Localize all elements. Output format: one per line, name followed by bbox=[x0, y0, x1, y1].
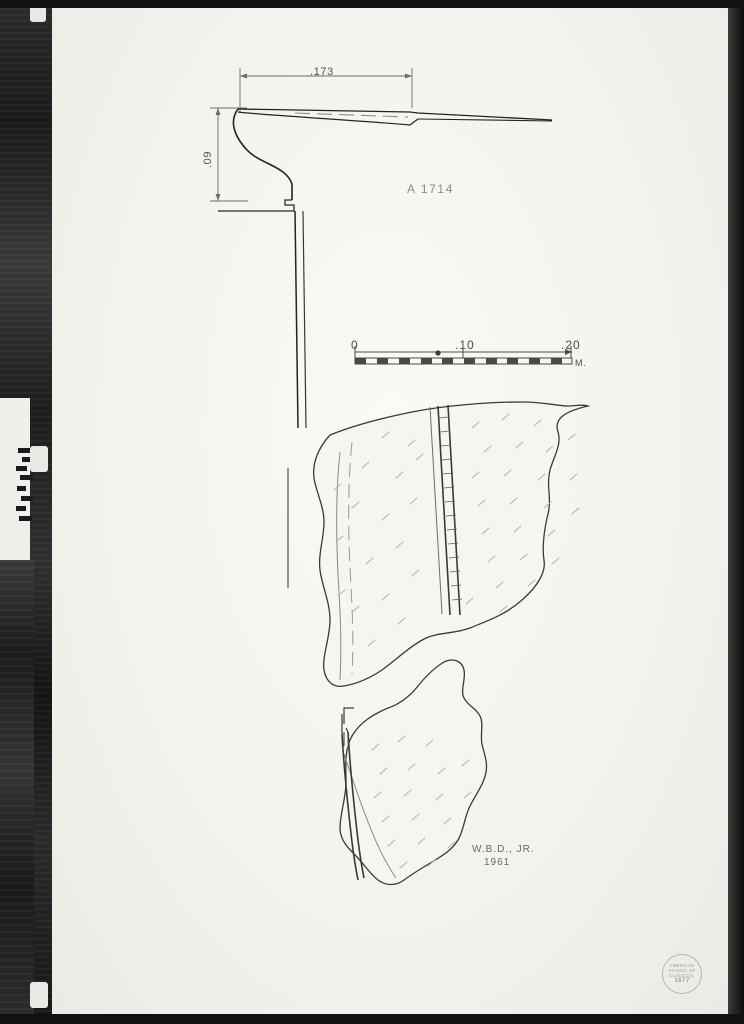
scale-tick-20: .20 bbox=[561, 338, 581, 352]
fragment-plan-lower bbox=[340, 660, 487, 884]
clip-middle bbox=[30, 446, 48, 472]
drawing-sheet bbox=[52, 8, 728, 1016]
technical-drawing bbox=[52, 8, 728, 1016]
profile-section bbox=[218, 109, 552, 428]
stamp-line-2: SCHOOL bbox=[668, 968, 688, 973]
catalog-number-label: A 1714 bbox=[407, 182, 454, 196]
dashed-reference-line bbox=[295, 113, 408, 117]
circular-stamp-icon bbox=[662, 954, 702, 994]
film-edge-top bbox=[0, 0, 744, 8]
fragment-plan-upper bbox=[288, 402, 588, 686]
draftsman-signature: W.B.D., JR. bbox=[472, 844, 535, 855]
horizontal-dimension-label: .173 bbox=[310, 66, 334, 78]
scale-tick-10: .10 bbox=[455, 338, 475, 352]
vertical-dimension-label: .09 bbox=[202, 150, 214, 168]
stamp-number: 1677 bbox=[674, 978, 690, 984]
stamp-line-1: AMERICAN bbox=[669, 963, 695, 968]
film-edge-bottom bbox=[0, 1014, 744, 1024]
drawing-year: 1961 bbox=[484, 857, 511, 868]
stamp-line-3: OF CLASSICAL bbox=[669, 968, 696, 978]
film-edge-lower-left bbox=[0, 560, 34, 1024]
dimension-lines bbox=[210, 68, 412, 201]
scale-tick-0: 0 bbox=[351, 338, 359, 352]
clip-bottom bbox=[30, 982, 48, 1008]
scale-unit-label: M. bbox=[575, 358, 587, 368]
film-edge-right bbox=[728, 0, 744, 1024]
